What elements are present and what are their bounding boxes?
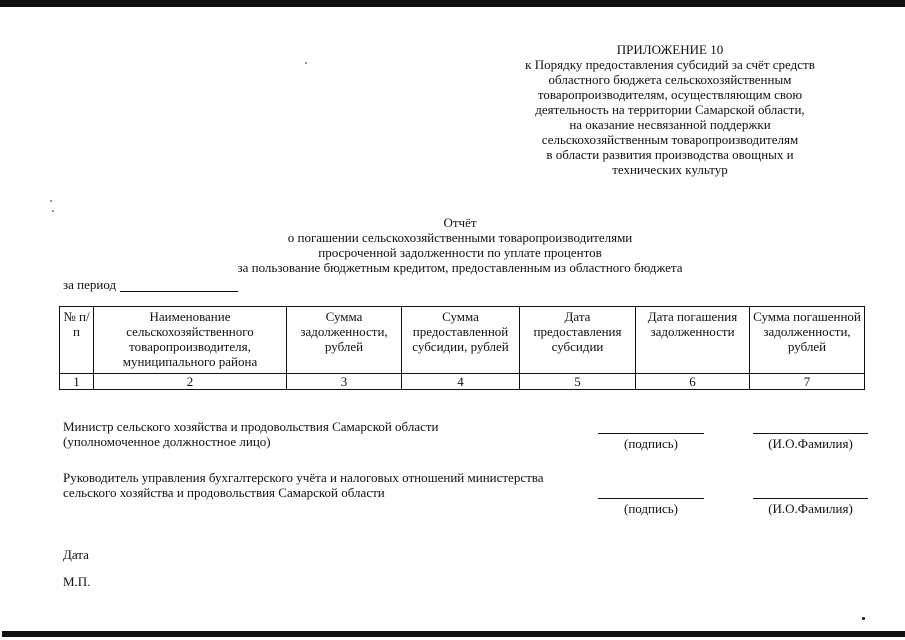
head-subtitle: сельского хозяйства и продовольствия Самарской области xyxy=(63,485,385,500)
column-number: 6 xyxy=(636,374,750,390)
column-number: 5 xyxy=(520,374,636,390)
appendix-line: сельскохозяйственным товаропроизводителям xyxy=(541,132,799,147)
report-subtitle-line: просроченной задолженности по уплате процентов xyxy=(318,245,602,260)
column-number: 4 xyxy=(402,374,520,390)
scan-bottom-border xyxy=(2,631,905,637)
appendix-line: товаропроизводителям, осуществляющим свою xyxy=(537,87,803,102)
period-blank-line xyxy=(120,278,238,292)
appendix-line: деятельность на территории Самарской области, xyxy=(535,102,805,117)
head-signature-line xyxy=(598,498,704,499)
stamp-label: М.П. xyxy=(63,574,91,589)
period-label: за период xyxy=(63,277,117,292)
column-header: Дата погашения задолженности xyxy=(636,307,750,374)
scan-speck xyxy=(305,62,307,64)
column-header: Дата предоставления субсидии xyxy=(520,307,636,374)
column-number: 3 xyxy=(287,374,402,390)
column-number: 1 xyxy=(60,374,94,390)
column-number-row xyxy=(60,374,865,390)
head-signature-block xyxy=(63,470,544,500)
column-header: Наименование сельскохозяйственного товаропроизводителя, муниципального района xyxy=(94,307,287,374)
scan-speck xyxy=(50,200,52,202)
period-field xyxy=(63,277,238,292)
report-title-block xyxy=(200,215,720,275)
appendix-line: к Порядку предоставления субсидий за счёт средств xyxy=(525,57,815,72)
report-title: Отчёт xyxy=(443,215,477,230)
head-name-caption: (И.О.Фамилия) xyxy=(768,501,853,516)
date-label: Дата xyxy=(63,547,89,562)
report-table xyxy=(59,306,865,390)
minister-signature-caption: (подпись) xyxy=(624,436,678,451)
report-subtitle-line: о погашении сельскохозяйственными товаропроизводителями xyxy=(287,230,633,245)
minister-name-line xyxy=(753,433,868,434)
column-number: 7 xyxy=(750,374,865,390)
head-name-line xyxy=(753,498,868,499)
appendix-line: областного бюджета сельскохозяйственным xyxy=(548,72,792,87)
table-header-row xyxy=(60,307,865,374)
column-header: Сумма погашенной задолженности, рублей xyxy=(750,307,865,374)
appendix-line: в области развития производства овощных и xyxy=(546,147,794,162)
scan-speck xyxy=(862,617,865,620)
minister-name-caption: (И.О.Фамилия) xyxy=(768,436,853,451)
report-subtitle-line: за пользование бюджетным кредитом, предоставленным из областного бюджета xyxy=(237,260,683,275)
appendix-line: технических культур xyxy=(612,162,728,177)
head-signature-caption: (подпись) xyxy=(624,501,678,516)
appendix-title: ПРИЛОЖЕНИЕ 10 xyxy=(616,42,724,57)
minister-subtitle: (уполномоченное должностное лицо) xyxy=(63,434,271,449)
minister-title: Министр сельского хозяйства и продовольствия Самарской области xyxy=(63,419,439,434)
head-title: Руководитель управления бухгалтерского учёта и налоговых отношений министерства xyxy=(63,470,544,485)
column-header: № п/п xyxy=(60,307,94,374)
scan-top-border xyxy=(0,0,905,7)
appendix-header xyxy=(500,42,840,177)
minister-signature-block xyxy=(63,419,439,449)
column-header: Сумма задолженности, рублей xyxy=(287,307,402,374)
column-header: Сумма предоставленной субсидии, рублей xyxy=(402,307,520,374)
minister-signature-line xyxy=(598,433,704,434)
appendix-line: на оказание несвязанной поддержки xyxy=(569,117,771,132)
column-number: 2 xyxy=(94,374,287,390)
scan-speck xyxy=(52,210,54,212)
